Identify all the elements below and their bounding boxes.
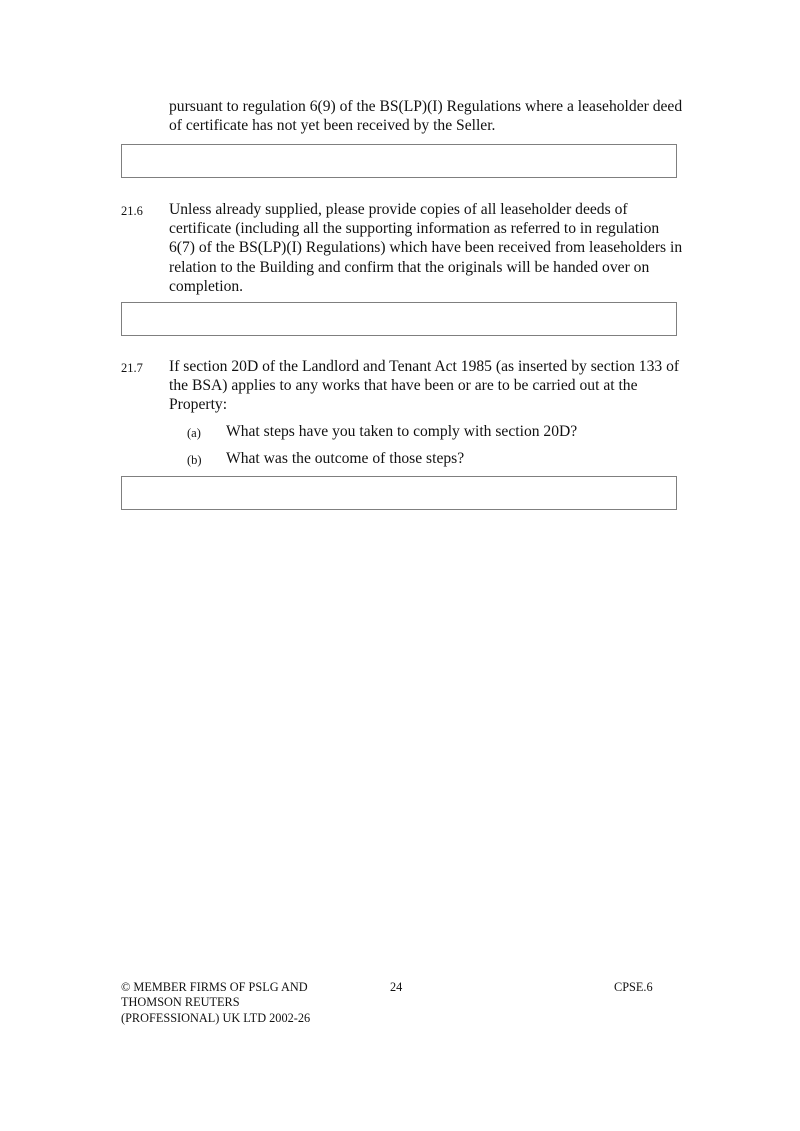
subitem-text-b: What was the outcome of those steps?: [226, 450, 465, 467]
answer-box-21-6[interactable]: [121, 302, 677, 336]
subitem-label-b: (b): [187, 453, 202, 467]
question-text-21-7: If section 20D of the Landlord and Tenant Act 1985 (as inserted by section 133 of the BSA) applies to any works that have been or are to be carried out at the Property:: [169, 358, 680, 414]
subitem-text-a: What steps have you taken to comply with section 20D?: [226, 423, 578, 440]
question-number-21-7: 21.7: [121, 361, 143, 375]
intro-paragraph: pursuant to regulation 6(9) of the BS(LP)(I) Regulations where a leaseholder deed of certificate has not yet been received by the Seller.: [169, 98, 683, 135]
answer-box-21-7[interactable]: [121, 476, 677, 510]
footer-page-number: 24: [390, 980, 403, 994]
subitem-label-a: (a): [187, 426, 201, 440]
question-text-21-6: Unless already supplied, please provide copies of all leaseholder deeds of certificate (including all the supporting information as referred to in regulation 6(7) of the BS(LP)(I) Regulations) which have been received from leaseholders in relation to the Building and confirm that the originals will be handed over on completion.: [169, 201, 683, 295]
footer-copyright: © MEMBER FIRMS OF PSLG AND THOMSON REUTERS (PROFESSIONAL) UK LTD 2002-26: [121, 980, 311, 1025]
footer-form-code: CPSE.6: [614, 980, 653, 994]
question-number-21-6: 21.6: [121, 204, 143, 218]
answer-box-21-5[interactable]: [121, 144, 677, 178]
